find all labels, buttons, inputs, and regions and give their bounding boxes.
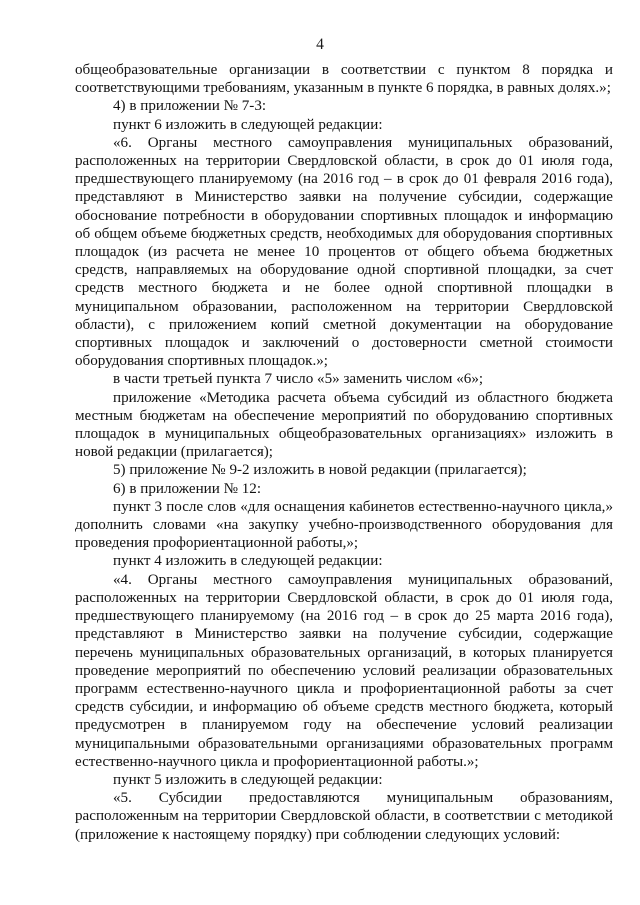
paragraph: 4) в приложении № 7-3: bbox=[113, 98, 267, 115]
paragraph: общеобразовательные организации в соответствии с пунктом 8 порядка и соответствующими требованиям, указанным в пункте 6 порядка, в равных долях.»; bbox=[75, 62, 613, 97]
paragraph: пункт 3 после слов «для оснащения кабинетов естественно-научного цикла,» дополнить словами «на закупку учебно-производственного оборудования для проведения профориентационной работы,»; bbox=[75, 498, 613, 552]
paragraph: 5) приложение № 9-2 изложить в новой редакции (прилагается); bbox=[113, 462, 527, 479]
paragraph: пункт 5 изложить в следующей редакции: bbox=[113, 771, 383, 788]
paragraph: пункт 6 изложить в следующей редакции: bbox=[113, 116, 383, 133]
paragraph: в части третьей пункта 7 число «5» заменить числом «6»; bbox=[113, 371, 484, 388]
document-body bbox=[75, 61, 613, 844]
paragraph: пункт 4 изложить в следующей редакции: bbox=[113, 553, 383, 570]
paragraph: «4. Органы местного самоуправления муниципальных образований, расположенных на территории Свердловской области, в срок до 01 июля года, предшествующего планируемому (на 2016 год – в срок до 25 марта 2016 года), представляют в Министерство заявки на получение субсидии, содержащие перечень муниципальных образовательных организаций, в которых планируется проведение мероприятий по обеспечению условий реализации образовательных программ естественно-научного цикла и профориентационной работы за счет средств субсидии, и информацию об объеме средств местного бюджета, который предусмотрен в планируемом году на обеспечение условий реализации муниципальными образовательными организациями образовательных программ естественно-научного цикла и профориентационной работы.»; bbox=[75, 571, 613, 770]
paragraph: «6. Органы местного самоуправления муниципальных образований, расположенных на территории Свердловской области, в срок до 01 июля года, предшествующего планируемому (на 2016 год – в срок до 01 февраля 2016 года), представляют в Министерство заявки на получение субсидии, содержащие обоснование потребности в оборудовании спортивных площадок и информацию об общем объеме бюджетных средств, необходимых для оборудования спортивных площадок (из расчета не менее 10 процентов от общего объема бюджетных средств, направляемых на оборудование одной спортивной площадки, за счет средств местного бюджета и не более одной спортивной площадки в муниципальном образовании, расположенном на территории Свердловской области), с приложением копий сметной документации на оборудование спортивных площадок и заключений о достоверности сметной стоимости оборудования спортивных площадок.»; bbox=[75, 134, 613, 370]
page-number: 4 bbox=[316, 36, 324, 53]
paragraph: «5. Субсидии предоставляются муниципальным образованиям, расположенным на территории Свердловской области, в соответствии с методикой (приложение к настоящему порядку) при соблюдении следующих условий: bbox=[75, 790, 613, 843]
paragraph: 6) в приложении № 12: bbox=[113, 480, 262, 497]
paragraph: приложение «Методика расчета объема субсидий из областного бюджета местным бюджетам на обеспечение мероприятий по оборудованию спортивных площадок в муниципальных общеобразовательных организациях» изложить в новой редакции (прилагается); bbox=[75, 389, 613, 461]
